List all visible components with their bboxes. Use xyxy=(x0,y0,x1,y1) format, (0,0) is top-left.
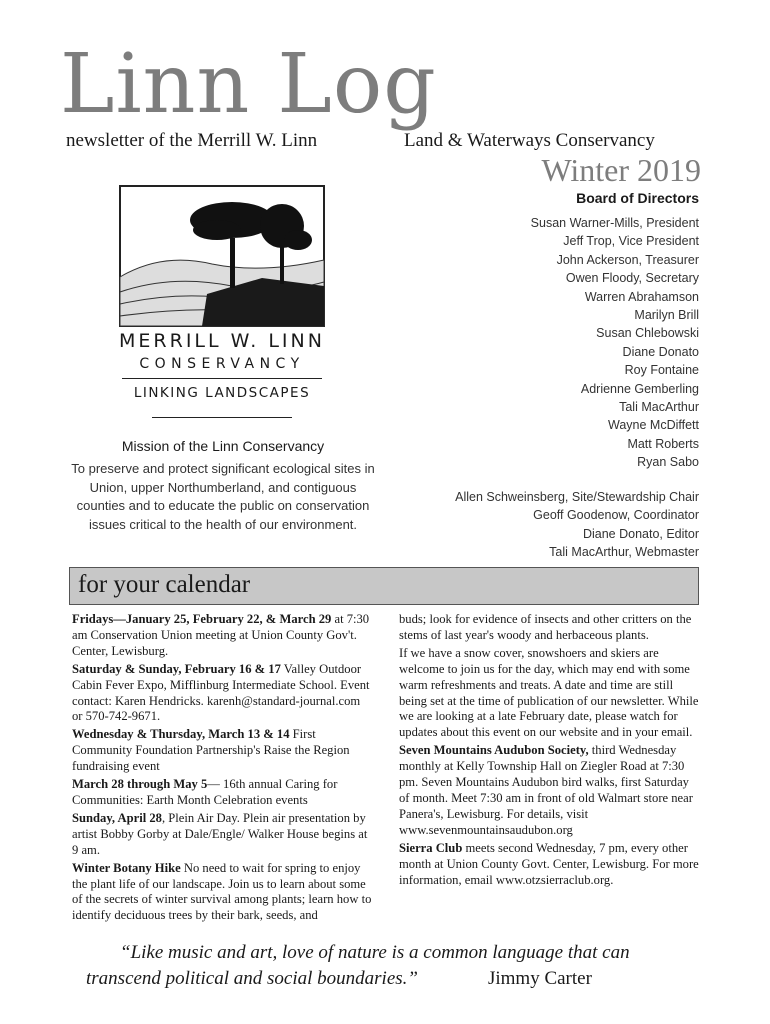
conservancy-logo xyxy=(112,182,332,422)
calendar-entry: Sunday, April 28, Plein Air Day. Plein air presentation by artist Bobby Gorby at Dale/Engle/ Walker House begins at 9 am. xyxy=(72,810,368,857)
board-member: Susan Chlebowski xyxy=(596,326,699,341)
board-member: Marilyn Brill xyxy=(634,308,699,323)
board-member: Ryan Sabo xyxy=(637,455,699,470)
masthead-title: Linn Log xyxy=(60,37,437,132)
calendar-entry: If we have a snow cover, snowshoers and skiers are welcome to join us for the day, which may end with some warm refreshments and treats. A date and time are still being set at the time of publication of our newsletter. While we are looking at a late February date, please watch for updates about this event on our website and in your email. xyxy=(399,645,699,740)
calendar-entry: Saturday & Sunday, February 16 & 17 Valley Outdoor Cabin Fever Expo, Mifflinburg Intermediate School. Event contact: Karen Hendricks. karenh@standard-journal.com or 570-742-9671. xyxy=(72,661,370,724)
logo-line-3: LINKING LANDSCAPES xyxy=(133,385,311,401)
mission-heading: Mission of the Linn Conservancy xyxy=(121,438,325,454)
board-of-directors xyxy=(531,190,699,472)
calendar-entry: March 28 through May 5— 16th annual Caring for Communities: Earth Month Celebration events xyxy=(72,777,338,807)
quote-block xyxy=(70,940,700,992)
quote-line-2: transcend political and social boundaries.” Jimmy Carter xyxy=(86,968,592,989)
calendar-heading: for your calendar xyxy=(78,571,251,598)
landscape-trees-illustration xyxy=(112,182,332,332)
calendar-entry: Seven Mountains Audubon Society, third Wednesday monthly at Kelly Township Hall on Ziegler Road at 7:30 pm. Seven Mountains Audubon bird walks, first Saturday of month. Meet 7:30 am in front of old Walmart store near Panera's, Lewisburg. For details, visit www.sevenmountainsaudubon.org xyxy=(399,743,693,837)
quote-line-1: “Like music and art, love of nature is a common language that can xyxy=(120,942,630,963)
board-member: Jeff Trop, Vice President xyxy=(563,234,699,249)
staff-member: Tali MacArthur, Webmaster xyxy=(549,545,699,560)
calendar-column-left xyxy=(72,612,372,926)
staff-member: Geoff Goodenow, Coordinator xyxy=(533,508,699,523)
quote-attribution: Jimmy Carter xyxy=(487,968,592,989)
board-member: Owen Floody, Secretary xyxy=(565,271,699,286)
board-member: John Ackerson, Treasurer xyxy=(556,252,699,267)
logo-divider xyxy=(122,378,322,379)
calendar-entry: Winter Botany Hike No need to wait for spring to enjoy the plant life of our landscape. Join us to learn about some of the secrets of winter survival among plants; learn how to identify deciduous trees by their bark, seeds, and xyxy=(72,860,372,923)
issue-season: Winter 2019 xyxy=(541,152,701,188)
logo-divider-bottom xyxy=(152,417,292,418)
board-member: Matt Roberts xyxy=(627,436,699,451)
board-member: Tali MacArthur xyxy=(619,400,699,415)
board-member: Diane Donato xyxy=(622,344,699,359)
board-member: Warren Abrahamson xyxy=(584,289,699,304)
board-member: Roy Fontaine xyxy=(624,363,699,378)
masthead-subtitle-right: Land & Waterways Conservancy xyxy=(404,130,655,151)
board-member: Adrienne Gemberling xyxy=(580,381,699,396)
masthead-subtitle-left: newsletter of the Merrill W. Linn xyxy=(66,130,318,151)
calendar-entry: Fridays—January 25, February 22, & March 29 at 7:30 am Conservation Union meeting at Union County Gov't. Center, Lewisburg. xyxy=(72,612,370,658)
board-heading: Board of Directors xyxy=(576,190,699,206)
calendar-entry: buds; look for evidence of insects and other critters on the stems of last year's woody and herbaceous plants. xyxy=(399,612,692,642)
board-member: Wayne McDiffett xyxy=(608,418,699,433)
staff-list xyxy=(455,488,699,562)
board-member: Susan Warner-Mills, President xyxy=(530,216,699,230)
mission-text: To preserve and protect significant ecological sites in Union, upper Northumberland, and contiguous counties and to educate the public on conservation issues critical to the health of our environment. xyxy=(71,461,375,532)
mission-section xyxy=(70,438,376,534)
logo-line-2: CONSERVANCY xyxy=(139,356,305,372)
staff-member: Allen Schweinsberg, Site/Stewardship Chair xyxy=(455,490,699,504)
calendar-entry: Sierra Club meets second Wednesday, 7 pm, every other month at Union County Govt. Center, Lewisburg. For more information, email www.otzsierraclub.org. xyxy=(399,840,699,887)
calendar-header xyxy=(69,567,699,605)
staff-member: Diane Donato, Editor xyxy=(582,526,699,541)
calendar-entry: Wednesday & Thursday, March 13 & 14 First Community Foundation Partnership's Raise the Region fundraising event xyxy=(72,727,350,774)
calendar-column-right xyxy=(399,612,699,890)
logo-line-1: MERRILL W. LINN xyxy=(119,330,325,352)
